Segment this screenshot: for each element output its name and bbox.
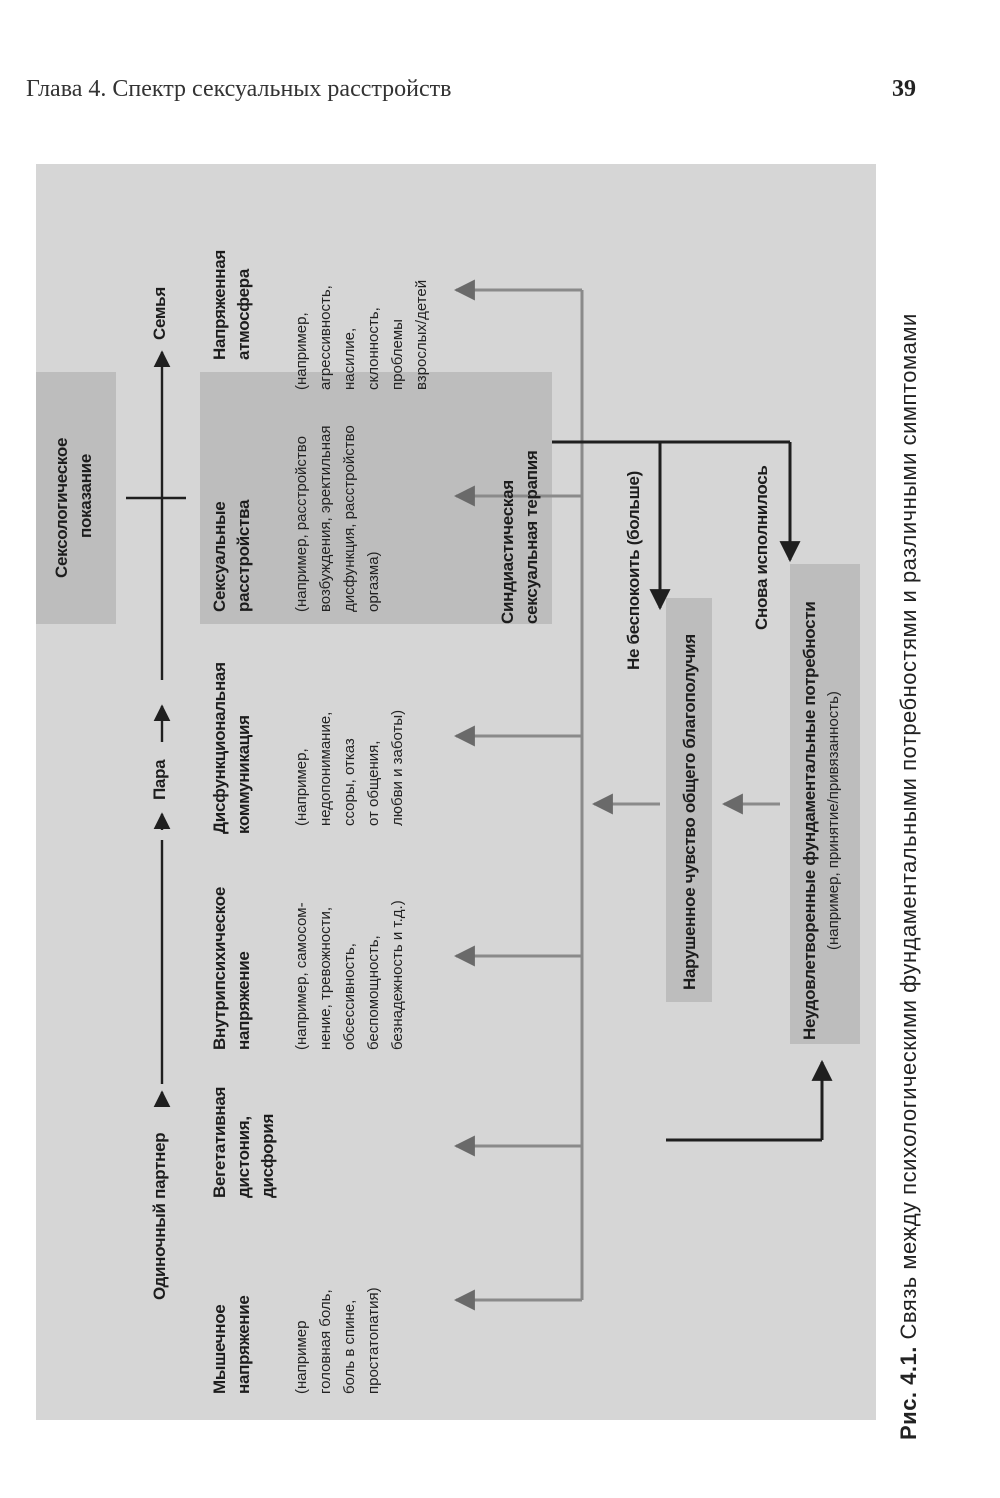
column-detail-line: дисфункция, расстройство [341, 425, 358, 612]
column-detail-line: нение, тревожности, [317, 906, 334, 1050]
therapy-line2: сексуальная терапия [522, 450, 541, 624]
running-header: Глава 4. Спектр сексуальных расстройств [26, 76, 452, 102]
column-detail-muscle-tension [290, 1287, 386, 1394]
column-detail-line: боль в спине, [341, 1299, 358, 1394]
column-title-line: Внутрипсихическое [210, 886, 229, 1050]
column-title-tense-atmosphere [208, 250, 256, 360]
column-detail-line: беспомощность, [365, 935, 382, 1050]
needs-label [798, 602, 846, 1041]
column-detail-line: ссоры, отказ [341, 738, 358, 826]
column-title-line: коммуникация [234, 715, 253, 834]
column-detail-line: (например, самосом- [293, 902, 310, 1050]
no-worry-label: Не беспокоить (больше) [624, 471, 643, 670]
column-title-line: дисфория [258, 1113, 277, 1198]
needs-title: Неудовлетворенные фундаментальные потребности [800, 601, 819, 1040]
column-title-line: Сексуальные [210, 501, 229, 612]
column-detail-line: от общения, [365, 740, 382, 826]
column-title-line: Напряженная [210, 250, 229, 360]
column-detail-line: головная боль, [317, 1289, 334, 1394]
column-detail-line: обсессивность, [341, 943, 358, 1050]
therapy-line1: Синдиастическая [498, 480, 517, 624]
column-detail-line: склонность, [365, 307, 382, 390]
axis-arrows [126, 352, 186, 1102]
wellbeing-label: Нарушенное чувство общего благополучия [680, 634, 699, 990]
column-detail-line: (например, расстройство [293, 436, 310, 612]
family-label: Семья [150, 287, 169, 340]
column-detail-line: (например, [293, 312, 310, 390]
column-detail-line: оргазма) [365, 551, 382, 612]
column-detail-line: простатопатия) [365, 1287, 382, 1394]
column-detail-sexual-disorders [290, 425, 386, 612]
column-title-line: Вегетативная [210, 1086, 229, 1198]
caption-text: Связь между психологическими фундаментальными потребностями и различными симптомами [896, 313, 921, 1340]
column-title-vegetative-dystonia [208, 1087, 280, 1198]
column-title-sexual-disorders [208, 500, 256, 612]
column-detail-line: проблемы [389, 319, 406, 390]
sexological-indication-line1: Сексологическое [52, 437, 71, 578]
figure-caption [896, 313, 922, 1440]
sexological-indication-label [50, 438, 98, 578]
column-detail-dysfunctional-communication [290, 710, 410, 826]
column-detail-line: агрессивность, [317, 285, 334, 390]
column-title-muscle-tension [208, 1295, 256, 1394]
column-detail-line: насилие, [341, 327, 358, 390]
sexological-indication-line2: показание [76, 454, 95, 538]
column-detail-line: возбуждения, эректильная [317, 425, 334, 612]
needs-example: (например, принятие/привязанность) [825, 691, 842, 950]
column-detail-line: (например, [293, 748, 310, 826]
column-detail-line: (например [293, 1320, 310, 1394]
column-title-line: атмосфера [234, 269, 253, 360]
page-number: 39 [892, 76, 916, 102]
column-title-line: напряжение [234, 951, 253, 1050]
column-title-dysfunctional-communication [208, 662, 256, 834]
column-title-line: дистония, [234, 1116, 253, 1198]
column-detail-tense-atmosphere [290, 280, 434, 390]
column-title-line: расстройства [234, 499, 253, 612]
single-partner-label: Одиночный партнер [150, 1132, 169, 1300]
column-title-line: напряжение [234, 1295, 253, 1394]
column-detail-line: безнадежность и т.д.) [389, 900, 406, 1050]
column-title-intrapsychic-tension [208, 887, 256, 1050]
column-detail-intrapsychic-tension [290, 900, 410, 1050]
couple-label: Пара [150, 759, 169, 800]
column-title-line: Мышечное [210, 1304, 229, 1394]
column-detail-line: любви и заботы) [389, 709, 406, 826]
column-title-line: Дисфункциональная [210, 662, 229, 834]
again-fulfilled-label: Снова исполнилось [752, 465, 771, 630]
caption-label: Рис. 4.1. [896, 1346, 921, 1440]
therapy-label [496, 450, 544, 624]
column-detail-line: взрослых/детей [413, 279, 430, 390]
column-detail-line: недопонимание, [317, 711, 334, 826]
